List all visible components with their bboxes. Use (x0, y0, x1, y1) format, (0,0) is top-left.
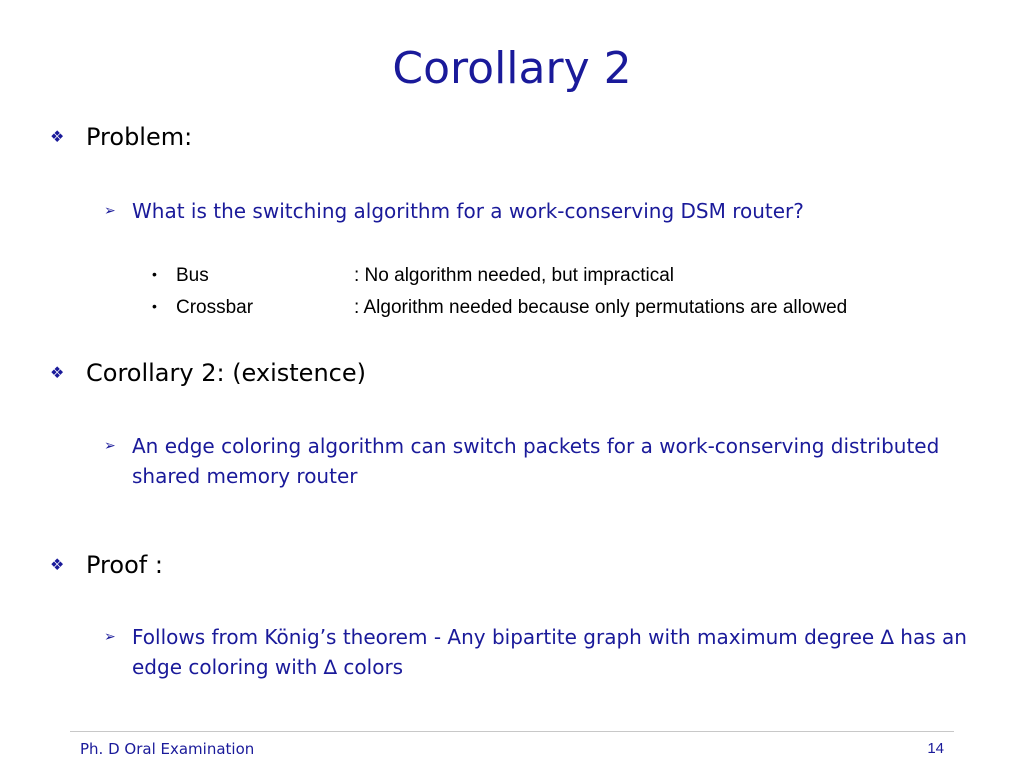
item-term: Crossbar (176, 297, 254, 318)
dot-bullet-icon: • (152, 266, 157, 282)
footer-divider (70, 731, 954, 732)
slide-title: Corollary 2 (392, 43, 632, 94)
list-item-crossbar (152, 292, 847, 322)
sub-bullet-text: An edge coloring algorithm can switch packets for a work-conserving distributed shared memory router (132, 434, 940, 488)
item-term: Bus (176, 265, 209, 286)
item-description: : No algorithm needed, but impractical (354, 265, 674, 286)
diamond-bullet-icon: ❖ (50, 363, 65, 382)
item-description: : Algorithm needed because only permutations are allowed (354, 297, 848, 318)
arrow-bullet-icon: ➢ (104, 629, 116, 645)
sub-bullet-proof (104, 622, 984, 682)
bullet-problem (50, 122, 192, 152)
diamond-bullet-icon: ❖ (50, 555, 65, 574)
page-number: 14 (927, 740, 944, 757)
footer-title: Ph. D Oral Examination (80, 740, 255, 758)
bullet-heading: Corollary 2: (existence) (86, 359, 366, 387)
sub-bullet-question (104, 196, 984, 226)
arrow-bullet-icon: ➢ (104, 438, 116, 454)
sub-bullet-statement (104, 431, 984, 491)
bullet-proof (50, 550, 163, 580)
dot-bullet-icon: • (152, 298, 157, 314)
list-item-bus (152, 260, 674, 290)
diamond-bullet-icon: ❖ (50, 127, 65, 146)
arrow-bullet-icon: ➢ (104, 203, 116, 219)
bullet-heading: Proof : (86, 551, 163, 579)
sub-bullet-text: Follows from König’s theorem - Any bipartite graph with maximum degree ∆ has an edge coloring with ∆ colors (132, 625, 967, 679)
sub-bullet-text: What is the switching algorithm for a work-conserving DSM router? (132, 199, 804, 223)
bullet-corollary (50, 358, 366, 388)
bullet-heading: Problem: (86, 123, 193, 151)
